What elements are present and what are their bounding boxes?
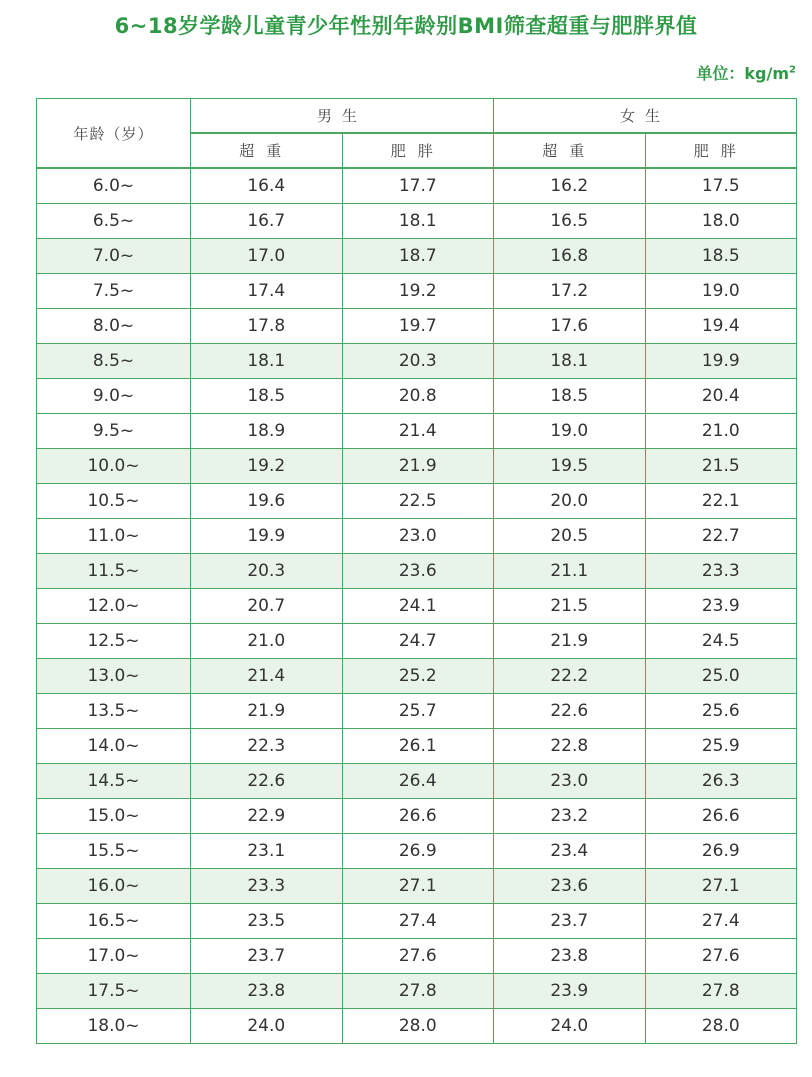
male-overweight-cell: 19.9: [191, 519, 343, 554]
table-row: [37, 939, 797, 974]
male-obese-cell: 21.9: [342, 449, 494, 484]
female-obese-cell: 19.4: [645, 309, 797, 344]
table-row: [37, 204, 797, 239]
table-row: [37, 624, 797, 659]
age-cell: 10.0~: [37, 449, 191, 484]
female-overweight-cell: 24.0: [494, 1009, 646, 1044]
female-obese-cell: 23.9: [645, 589, 797, 624]
male-overweight-cell: 16.7: [191, 204, 343, 239]
female-overweight-cell: 21.9: [494, 624, 646, 659]
female-header: 女生: [494, 99, 797, 134]
male-obese-cell: 24.7: [342, 624, 494, 659]
female-overweight-cell: 19.0: [494, 414, 646, 449]
female-overweight-cell: 16.8: [494, 239, 646, 274]
table-row: [37, 694, 797, 729]
male-obese-cell: 27.8: [342, 974, 494, 1009]
male-obese-cell: 21.4: [342, 414, 494, 449]
unit-superscript: 2: [789, 64, 796, 76]
table-row: [37, 309, 797, 344]
female-overweight-cell: 18.5: [494, 379, 646, 414]
male-overweight-cell: 19.6: [191, 484, 343, 519]
female-obese-cell: 27.8: [645, 974, 797, 1009]
age-cell: 6.0~: [37, 168, 191, 204]
table-body: [37, 168, 797, 1044]
female-obese-cell: 23.3: [645, 554, 797, 589]
female-overweight-cell: 17.2: [494, 274, 646, 309]
female-obese-cell: 17.5: [645, 168, 797, 204]
male-overweight-cell: 21.4: [191, 659, 343, 694]
female-overweight-cell: 22.2: [494, 659, 646, 694]
female-obese-cell: 18.5: [645, 239, 797, 274]
female-obese-cell: 19.0: [645, 274, 797, 309]
age-cell: 16.0~: [37, 869, 191, 904]
age-cell: 10.5~: [37, 484, 191, 519]
female-overweight-cell: 22.8: [494, 729, 646, 764]
table-row: [37, 764, 797, 799]
female-obese-cell: 20.4: [645, 379, 797, 414]
table-row: [37, 379, 797, 414]
age-cell: 9.5~: [37, 414, 191, 449]
female-obese-cell: 26.9: [645, 834, 797, 869]
female-overweight-cell: 23.4: [494, 834, 646, 869]
table-row: [37, 799, 797, 834]
age-cell: 14.5~: [37, 764, 191, 799]
table-row: [37, 834, 797, 869]
male-overweight-cell: 18.9: [191, 414, 343, 449]
age-cell: 6.5~: [37, 204, 191, 239]
female-overweight-cell: 20.5: [494, 519, 646, 554]
age-cell: 14.0~: [37, 729, 191, 764]
table-row: [37, 729, 797, 764]
male-overweight-cell: 23.5: [191, 904, 343, 939]
male-obese-cell: 27.4: [342, 904, 494, 939]
male-obese-cell: 26.9: [342, 834, 494, 869]
male-obese-cell: 26.1: [342, 729, 494, 764]
female-overweight-cell: 21.1: [494, 554, 646, 589]
female-overweight-cell: 23.0: [494, 764, 646, 799]
age-cell: 11.5~: [37, 554, 191, 589]
male-obese-cell: 23.0: [342, 519, 494, 554]
male-obese-cell: 26.4: [342, 764, 494, 799]
male-obese-cell: 17.7: [342, 168, 494, 204]
age-cell: 15.5~: [37, 834, 191, 869]
table-row: [37, 168, 797, 204]
male-obese-cell: 20.8: [342, 379, 494, 414]
female-obese-cell: 27.1: [645, 869, 797, 904]
male-overweight-cell: 21.9: [191, 694, 343, 729]
age-cell: 12.0~: [37, 589, 191, 624]
female-overweight-cell: 21.5: [494, 589, 646, 624]
male-overweight-cell: 23.1: [191, 834, 343, 869]
age-cell: 8.5~: [37, 344, 191, 379]
male-obese-header: 肥胖: [342, 133, 494, 168]
female-overweight-cell: 16.5: [494, 204, 646, 239]
table-row: [37, 659, 797, 694]
female-obese-cell: 25.0: [645, 659, 797, 694]
male-overweight-cell: 18.5: [191, 379, 343, 414]
male-overweight-cell: 18.1: [191, 344, 343, 379]
table-row: [37, 904, 797, 939]
male-overweight-cell: 24.0: [191, 1009, 343, 1044]
male-overweight-cell: 23.7: [191, 939, 343, 974]
male-obese-cell: 18.7: [342, 239, 494, 274]
female-obese-header: 肥胖: [645, 133, 797, 168]
female-obese-cell: 21.5: [645, 449, 797, 484]
female-overweight-cell: 20.0: [494, 484, 646, 519]
male-overweight-header: 超重: [191, 133, 343, 168]
male-obese-cell: 25.7: [342, 694, 494, 729]
table-row: [37, 414, 797, 449]
male-obese-cell: 24.1: [342, 589, 494, 624]
male-overweight-cell: 23.3: [191, 869, 343, 904]
male-overweight-cell: 20.7: [191, 589, 343, 624]
male-obese-cell: 22.5: [342, 484, 494, 519]
male-overweight-cell: 23.8: [191, 974, 343, 1009]
male-obese-cell: 18.1: [342, 204, 494, 239]
male-overweight-cell: 21.0: [191, 624, 343, 659]
male-overweight-cell: 22.6: [191, 764, 343, 799]
female-obese-cell: 22.1: [645, 484, 797, 519]
age-cell: 12.5~: [37, 624, 191, 659]
female-obese-cell: 25.9: [645, 729, 797, 764]
table-row: [37, 554, 797, 589]
female-obese-cell: 22.7: [645, 519, 797, 554]
age-column-header: 年龄（岁）: [37, 99, 191, 169]
unit-text: 单位：kg/m: [696, 64, 790, 83]
female-overweight-cell: 23.9: [494, 974, 646, 1009]
male-obese-cell: 20.3: [342, 344, 494, 379]
table-row: [37, 344, 797, 379]
bmi-table: [36, 98, 797, 1044]
male-overweight-cell: 16.4: [191, 168, 343, 204]
female-overweight-cell: 23.2: [494, 799, 646, 834]
male-obese-cell: 28.0: [342, 1009, 494, 1044]
unit-label: [696, 61, 796, 84]
male-obese-cell: 26.6: [342, 799, 494, 834]
male-obese-cell: 23.6: [342, 554, 494, 589]
female-overweight-cell: 16.2: [494, 168, 646, 204]
table-row: [37, 484, 797, 519]
male-overweight-cell: 17.0: [191, 239, 343, 274]
male-obese-cell: 19.2: [342, 274, 494, 309]
age-cell: 15.0~: [37, 799, 191, 834]
age-cell: 17.0~: [37, 939, 191, 974]
male-overweight-cell: 20.3: [191, 554, 343, 589]
female-obese-cell: 25.6: [645, 694, 797, 729]
female-obese-cell: 21.0: [645, 414, 797, 449]
age-cell: 16.5~: [37, 904, 191, 939]
age-cell: 13.5~: [37, 694, 191, 729]
female-overweight-cell: 23.7: [494, 904, 646, 939]
age-cell: 8.0~: [37, 309, 191, 344]
male-overweight-cell: 19.2: [191, 449, 343, 484]
female-overweight-cell: 18.1: [494, 344, 646, 379]
female-obese-cell: 27.6: [645, 939, 797, 974]
table-row: [37, 449, 797, 484]
female-overweight-cell: 23.6: [494, 869, 646, 904]
male-overweight-cell: 22.3: [191, 729, 343, 764]
female-obese-cell: 26.6: [645, 799, 797, 834]
female-overweight-cell: 17.6: [494, 309, 646, 344]
male-overweight-cell: 22.9: [191, 799, 343, 834]
table-header: [37, 99, 797, 169]
male-header: 男生: [191, 99, 494, 134]
female-overweight-header: 超重: [494, 133, 646, 168]
female-obese-cell: 18.0: [645, 204, 797, 239]
female-obese-cell: 27.4: [645, 904, 797, 939]
table-row: [37, 869, 797, 904]
table-row: [37, 274, 797, 309]
age-cell: 7.5~: [37, 274, 191, 309]
table-row: [37, 974, 797, 1009]
table-row: [37, 1009, 797, 1044]
age-cell: 9.0~: [37, 379, 191, 414]
table-row: [37, 589, 797, 624]
age-cell: 18.0~: [37, 1009, 191, 1044]
female-obese-cell: 24.5: [645, 624, 797, 659]
female-overweight-cell: 19.5: [494, 449, 646, 484]
male-overweight-cell: 17.8: [191, 309, 343, 344]
female-overweight-cell: 22.6: [494, 694, 646, 729]
female-obese-cell: 26.3: [645, 764, 797, 799]
age-cell: 13.0~: [37, 659, 191, 694]
age-cell: 7.0~: [37, 239, 191, 274]
table-row: [37, 519, 797, 554]
female-obese-cell: 28.0: [645, 1009, 797, 1044]
table-row: [37, 239, 797, 274]
male-obese-cell: 27.1: [342, 869, 494, 904]
age-cell: 17.5~: [37, 974, 191, 1009]
age-cell: 11.0~: [37, 519, 191, 554]
male-obese-cell: 19.7: [342, 309, 494, 344]
female-obese-cell: 19.9: [645, 344, 797, 379]
male-overweight-cell: 17.4: [191, 274, 343, 309]
female-overweight-cell: 23.8: [494, 939, 646, 974]
male-obese-cell: 27.6: [342, 939, 494, 974]
male-obese-cell: 25.2: [342, 659, 494, 694]
page-title: 6~18岁学龄儿童青少年性别年龄别BMI筛查超重与肥胖界值: [114, 14, 698, 38]
